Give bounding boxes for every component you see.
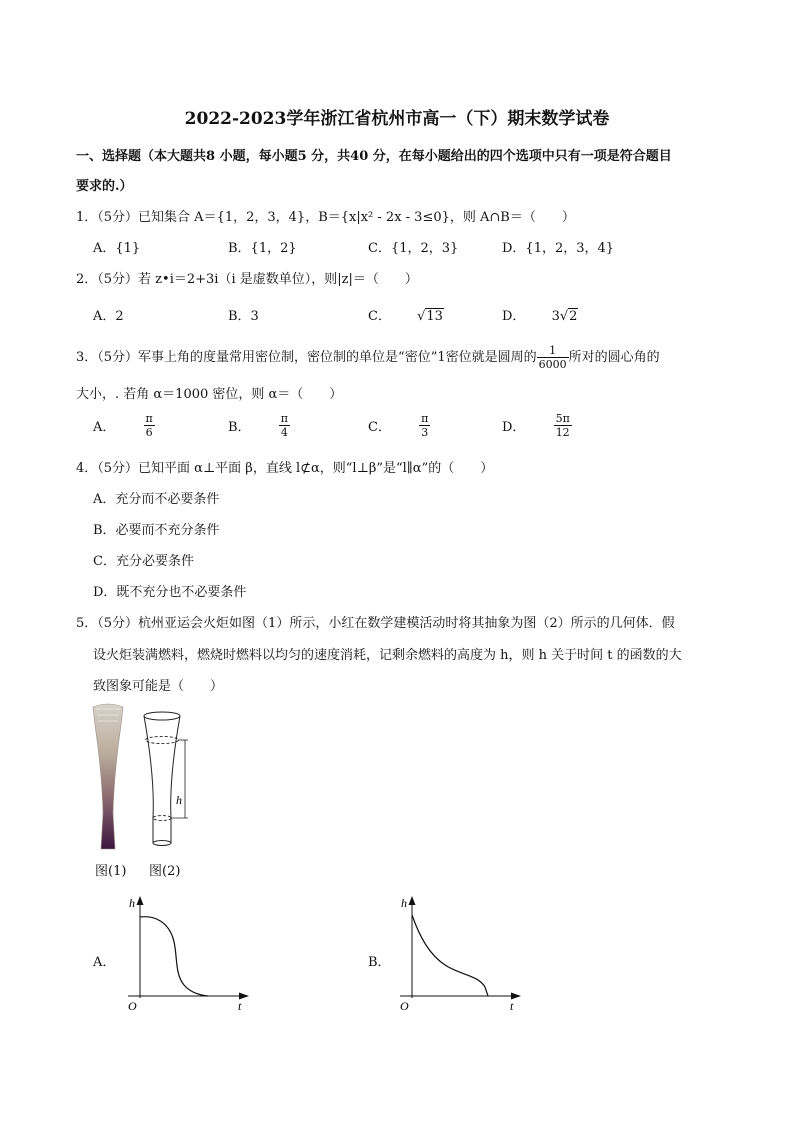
- q4-option-c: C．充分必要条件: [93, 554, 194, 569]
- q3-option-a: [93, 412, 155, 439]
- q3-option-d-den: 12: [555, 426, 570, 439]
- q2-option-c-sqrt: √13: [417, 309, 443, 324]
- q5-stem-line3: 致图象可能是（ ）: [93, 679, 224, 694]
- q3-option-d: [502, 412, 572, 439]
- q3-stem-part1: 3．（5分）军事上角的度量常用密位制，密位制的单位是“密位”1密位就是圆周的: [76, 350, 537, 365]
- graph-b-h: h: [401, 896, 407, 910]
- q3-option-c-frac: [419, 412, 430, 439]
- q3-option-a-label: A．: [93, 420, 116, 435]
- q2-option-b: B．3: [228, 309, 259, 324]
- q2-option-d-sqrt: √2: [559, 309, 578, 324]
- q3-option-b-label: B．: [228, 420, 251, 435]
- q5-stem-line2: 设火炬装满燃料，燃烧时燃料以均匀的速度消耗，记剩余燃料的高度为 h，则 h 关于时间 t 的函数的大: [93, 648, 682, 663]
- graph-b-origin: O: [400, 999, 409, 1013]
- q3-option-b-frac: [279, 412, 290, 439]
- graph-b-t: t: [510, 999, 514, 1013]
- q3-option-d-num: 5π: [555, 412, 570, 425]
- q4-option-b: B．必要而不充分条件: [93, 523, 220, 538]
- q3-option-d-label: D．: [502, 420, 526, 435]
- fig2-h-label: h: [176, 793, 182, 807]
- q3-option-c-den: 3: [421, 426, 429, 439]
- q3-option-b-num: π: [280, 412, 288, 425]
- q5-option-a-label: A．: [93, 955, 116, 970]
- q1-option-d: D．{1，2，3，4}: [502, 241, 615, 256]
- q2-option-d-radicand: 2: [569, 309, 578, 324]
- q3-option-c-label: C．: [368, 420, 391, 435]
- q5-stem-line1: 5．（5分）杭州亚运会火炬如图（1）所示，小红在数学建模活动时将其抽象为图（2）所示的几何体．假: [76, 616, 675, 631]
- q2-option-c: [368, 305, 444, 324]
- q3-option-c: [368, 412, 430, 439]
- q3-frac-den: 6000: [538, 358, 567, 371]
- graph-a-h: h: [129, 896, 135, 910]
- q1-stem: 1．（5分）已知集合 A＝{1，2，3，4}，B＝{x|x² - 2x - 3≤0}，则 A∩B＝（ ）: [76, 210, 575, 225]
- q3-stem-line2: 大小，. 若角 α＝1000 密位，则 α＝（ ）: [76, 387, 343, 402]
- page-title: 2022-2023学年浙江省杭州市高一（下）期末数学试卷: [184, 109, 610, 129]
- torch-photo-figure: [88, 703, 128, 853]
- q3-option-a-frac: [144, 412, 155, 439]
- q3-frac-num: 1: [537, 344, 569, 358]
- geometry-model-figure: [140, 708, 200, 853]
- q3-option-b: [228, 412, 290, 439]
- fig2-caption: 图(2): [149, 864, 181, 879]
- graph-b-curve: [412, 915, 488, 996]
- q4-option-a: A．充分而不必要条件: [93, 492, 220, 507]
- q2-option-d-label: D．: [502, 309, 526, 324]
- q5-graph-a: [118, 893, 258, 1018]
- graph-a-origin: O: [128, 999, 137, 1013]
- q3-option-d-frac: [554, 412, 572, 439]
- q3-option-c-num: π: [421, 412, 429, 425]
- q2-stem: 2．（5分）若 z•i＝2+3i（i 是虚数单位），则|z|＝（ ）: [76, 272, 418, 287]
- q3-option-a-den: 6: [145, 426, 153, 439]
- q2-option-d-coef: 3: [551, 309, 560, 324]
- q4-option-d: D．既不充分也不必要条件: [93, 585, 247, 600]
- graph-a-y-arrow: [137, 896, 144, 905]
- q3-option-a-num: π: [145, 412, 153, 425]
- q3-stem-part2: 所对的圆心角的: [568, 350, 660, 365]
- graph-a-curve: [140, 917, 208, 996]
- q4-stem: 4．（5分）已知平面 α⊥平面 β，直线 l⊄α，则“l⊥β”是“l∥α”的（ ）: [76, 461, 494, 476]
- q2-option-d: [502, 305, 578, 324]
- graph-a-t: t: [238, 999, 242, 1013]
- graph-b-y-arrow: [409, 896, 416, 905]
- q5-graph-b: [390, 893, 530, 1018]
- q2-option-a: A．2: [93, 309, 124, 324]
- q1-option-c: C．{1，2，3}: [368, 241, 459, 256]
- q1-option-a: A．{1}: [93, 241, 141, 256]
- q2-option-c-label: C．: [368, 309, 391, 324]
- q5-option-b-label: B．: [368, 955, 391, 970]
- fig1-caption: 图(1): [95, 864, 127, 879]
- q1-option-b: B．{1，2}: [228, 241, 297, 256]
- q3-stem-line1: [76, 344, 660, 371]
- section-header-line2: 要求的.）: [76, 179, 133, 194]
- q2-option-c-radicand: 13: [426, 309, 443, 324]
- q3-fraction: [537, 344, 569, 371]
- q3-option-b-den: 4: [280, 426, 288, 439]
- section-header-line1: 一、选择题（本大题共8 小题，每小题5 分，共40 分，在每小题给出的四个选项中只有一项是符合题目: [76, 149, 672, 164]
